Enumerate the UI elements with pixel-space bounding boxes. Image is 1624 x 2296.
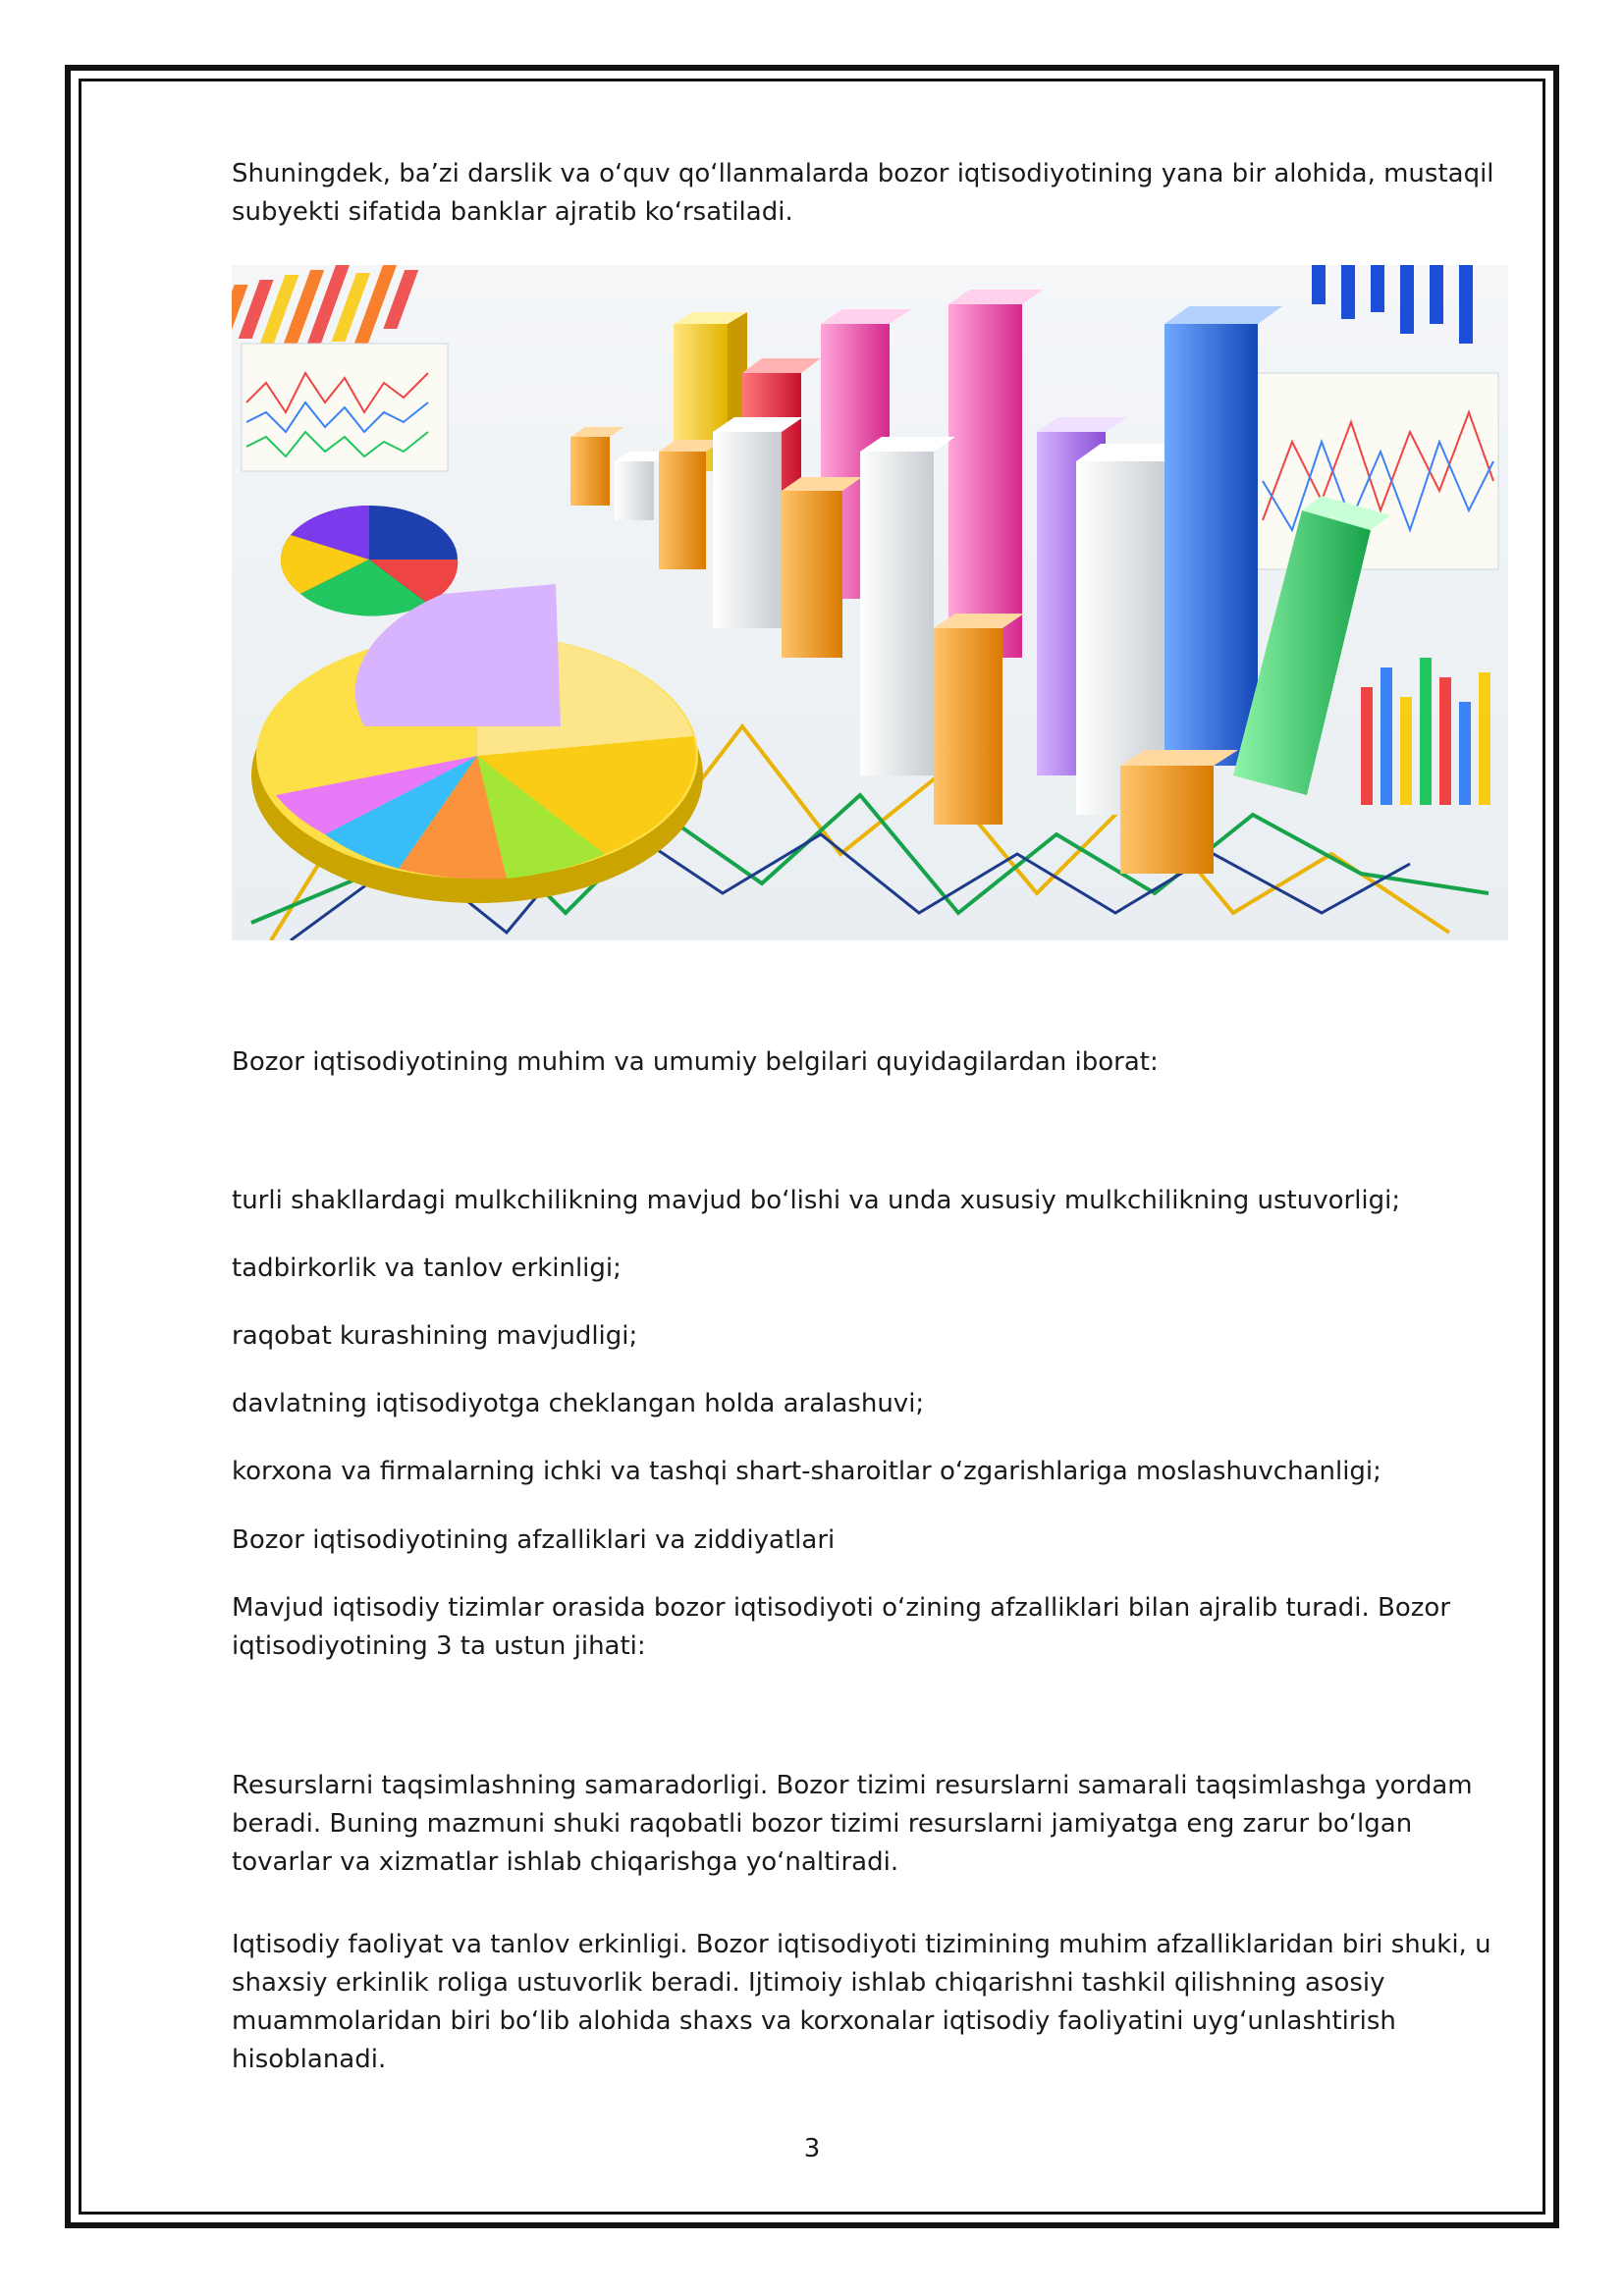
page-number: 3: [803, 2134, 821, 2163]
charts-illustration: [232, 265, 1508, 940]
feature-item-3: raqobat kurashining mavjudligi;: [232, 1321, 638, 1351]
background-line-chart-left: [242, 344, 448, 471]
feature-item-5: korxona va firmalarning ichki va tashqi shart-sharoitlar o‘zgarishlariga moslashuvchanligi;: [232, 1457, 1381, 1486]
features-heading: Bozor iqtisodiyotining muhim va umumiy belgilari quyidagilardan iborat:: [232, 1047, 1159, 1077]
intro-paragraph: Shuningdek, ba’zi darslik va o‘quv qo‘llanmalarda bozor iqtisodiyotining yana bir alohida, mustaqil subyekti sifatida banklar ajratib ko‘rsatiladi.: [232, 159, 1494, 227]
feature-item-4: davlatning iqtisodiyotga cheklangan holda aralashuvi;: [232, 1389, 925, 1418]
advantage-paragraph-2: Iqtisodiy faoliyat va tanlov erkinligi. Bozor iqtisodiyoti tizimining muhim afzalliklaridan biri shuki, u shaxsiy erkinlik roliga ustuvorlik beradi. Ijtimoiy ishlab chiqarishni tashkil qilishning asosiy muammolaridan biri bo‘lib alohida shaxs va korxonalar iqtisodiy faoliyatini uyg‘unlashtirish hisoblanadi.: [232, 1930, 1491, 2074]
section-title: Bozor iqtisodiyotining afzalliklari va ziddiyatlari: [232, 1525, 836, 1555]
advantage-paragraph-1: Resurslarni taqsimlashning samaradorligi. Bozor tizimi resurslarni samarali taqsimlashga yordam beradi. Buning mazmuni shuki raqobatli bozor tizimi resurslarni jamiyatga eng zarur bo‘lgan tovarlar va xizmatlar ishlab chiqarishga yo‘naltiradi.: [232, 1771, 1473, 1877]
background-line-chart-right: [1253, 373, 1498, 569]
section-intro-paragraph: Mavjud iqtisodiy tizimlar orasida bozor iqtisodiyoti o‘zining afzalliklari bilan ajralib turadi. Bozor iqtisodiyotining 3 ta ustun jihati:: [232, 1593, 1451, 1661]
feature-item-1: turli shakllardagi mulkchilikning mavjud bo‘lishi va unda xususiy mulkchilikning ustuvorligi;: [232, 1186, 1401, 1215]
feature-item-2: tadbirkorlik va tanlov erkinligi;: [232, 1254, 622, 1283]
